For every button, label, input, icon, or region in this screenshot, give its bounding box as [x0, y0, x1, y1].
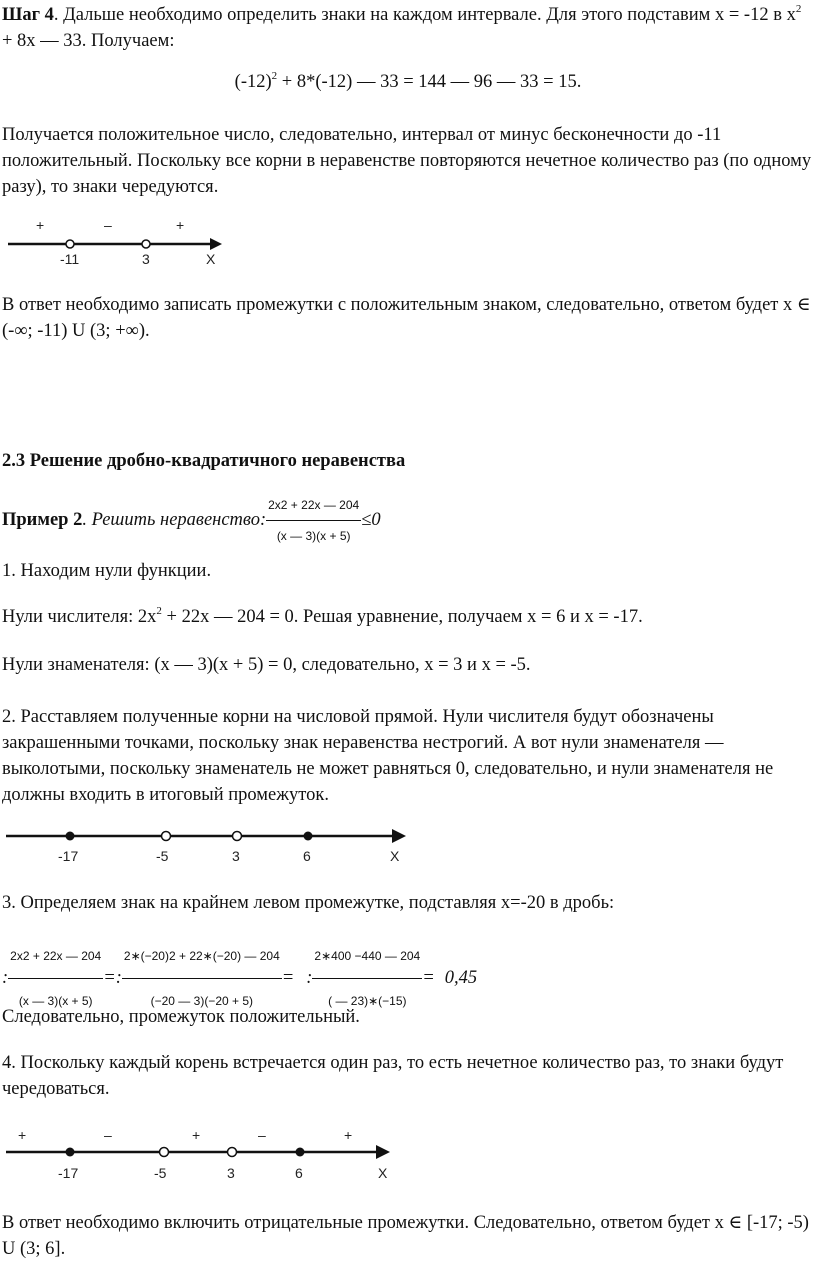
tick-label: -5 — [154, 1165, 167, 1181]
calc-eq-1: = — [103, 967, 116, 988]
numerator-zeros — [2, 604, 814, 630]
tick-label: 6 — [303, 848, 311, 864]
tick-label: 3 — [232, 848, 240, 864]
calc-fraction-2-den: (−20 — 3)(−20 + 5) — [150, 994, 254, 1008]
step-4: 4. Поскольку каждый корень встречается один раз, то есть нечетное количество раз, то знаки будут чередоваться. — [2, 1053, 784, 1099]
example-task: Решить неравенство: — [86, 509, 267, 530]
open-point — [66, 240, 74, 248]
step4-paragraph — [2, 2, 814, 54]
sign-2: – — [104, 217, 112, 233]
step4-equation — [0, 72, 816, 93]
filled-point — [304, 832, 313, 841]
step4-text-sup: 2 — [795, 3, 802, 15]
sign-2: – — [104, 1127, 112, 1143]
number-line-2 — [0, 818, 420, 868]
open-point — [162, 832, 171, 841]
eq-tail: + 8*(-12) — 33 = 144 — 96 — 33 = 15. — [277, 72, 582, 92]
calc-fraction-1-num: 2x2 + 22x — 204 — [8, 936, 103, 979]
axis-arrow — [210, 238, 222, 250]
sign-3: + — [176, 217, 185, 233]
answer-1: В ответ необходимо записать промежутки с положительным знаком, следовательно, ответом будет x ∈ (-∞; -11) U (3; +∞). — [2, 295, 811, 341]
section-title: 2.3 Решение дробно-квадратичного неравенства — [2, 451, 406, 471]
conclusion-positive: Следовательно, промежуток положительный. — [2, 1007, 360, 1027]
open-point — [142, 240, 150, 248]
axis-label: X — [206, 251, 216, 267]
calc-eq-2: = — [281, 967, 295, 988]
fraction-numerator: 2x2 + 22x — 204 — [266, 492, 361, 521]
tick-label: -11 — [60, 251, 80, 267]
axis-label: X — [378, 1165, 388, 1181]
paragraph-positive: Получается положительное число, следовательно, интервал от минус бесконечности до -11 положительный. Поскольку все корни в неравенстве повторяются нечетное количество раз (по одному разу), то знаки чередуются. — [2, 125, 812, 197]
step4-text: . Дальше необходимо определить знаки на каждом интервале. Для этого подставим x = -12 в x — [53, 5, 796, 25]
calc-eq-3: = — [422, 967, 435, 988]
numerator-zeros-sup: 2 — [156, 605, 162, 617]
calc-fraction-3-num: 2∗400 −440 — 204 — [312, 936, 422, 979]
filled-point — [296, 1148, 305, 1157]
sign-4: – — [258, 1127, 266, 1143]
example-label: Пример 2 — [2, 509, 83, 530]
step-1: 1. Находим нули функции. — [2, 561, 212, 581]
sign-5: + — [344, 1127, 353, 1143]
step-3: 3. Определяем знак на крайнем левом промежутке, подставляя x=-20 в дробь: — [2, 893, 615, 913]
calc-lead-3: : — [306, 967, 313, 988]
calc-fraction-3-den: ( — 23)∗(−15) — [328, 994, 407, 1008]
fraction-denominator: (x — 3)(x + 5) — [276, 529, 351, 543]
tick-label: 3 — [227, 1165, 235, 1181]
final-answer: В ответ необходимо включить отрицательные промежутки. Следовательно, ответом будет x ∈ [-17; -5) U (3; 6]. — [2, 1213, 809, 1259]
step4-text-tail: + 8x — 33. Получаем: — [2, 31, 175, 51]
numerator-zeros-pre: Нули числителя: 2x — [2, 607, 157, 627]
open-point — [160, 1148, 169, 1157]
open-point — [233, 832, 242, 841]
tick-label: -17 — [58, 1165, 79, 1181]
calc-lead: : — [2, 967, 9, 988]
open-point — [228, 1148, 237, 1157]
number-line-1 — [0, 214, 240, 270]
calc-lead-2: : — [115, 967, 122, 988]
axis-arrow — [376, 1145, 390, 1159]
inequality-relation: ≤0 — [361, 509, 381, 530]
number-line-3 — [0, 1122, 420, 1184]
tick-label: -5 — [156, 848, 169, 864]
sign-1: + — [18, 1127, 27, 1143]
inequality-fraction — [266, 492, 361, 549]
filled-point — [66, 1148, 75, 1157]
calc-fraction-2-num: 2∗(−20)2 + 22∗(−20) — 204 — [122, 936, 282, 979]
sign-3: + — [192, 1127, 201, 1143]
denominator-zeros: Нули знаменателя: (x — 3)(x + 5) = 0, следовательно, x = 3 и x = -5. — [2, 655, 531, 675]
calc-fraction-1-den: (x — 3)(x + 5) — [18, 994, 93, 1008]
eq-base: (-12) — [234, 72, 272, 92]
step-2: 2. Расставляем полученные корни на числовой прямой. Нули числителя будут обозначены закрашенными точками, поскольку знак неравенства нестрогий. А вот нули знаменателя — выколотыми, поскольку знаменатель не может равняться 0, следовательно, и нули знаменателя не должны входить в итоговый промежуток. — [2, 707, 774, 805]
example-2 — [2, 492, 814, 549]
tick-label: 6 — [295, 1165, 303, 1181]
step4-label: Шаг 4 — [2, 5, 54, 25]
example-sep: . — [82, 509, 87, 530]
eq-sup: 2 — [271, 70, 278, 82]
sign-1: + — [36, 217, 45, 233]
calc-result: 0,45 — [444, 967, 478, 988]
tick-label: -17 — [58, 848, 79, 864]
numerator-zeros-post: + 22x — 204 = 0. Решая уравнение, получаем x = 6 и x = -17. — [161, 607, 643, 627]
tick-label: 3 — [142, 251, 150, 267]
axis-label: X — [390, 848, 400, 864]
axis-arrow — [392, 829, 406, 843]
filled-point — [66, 832, 75, 841]
